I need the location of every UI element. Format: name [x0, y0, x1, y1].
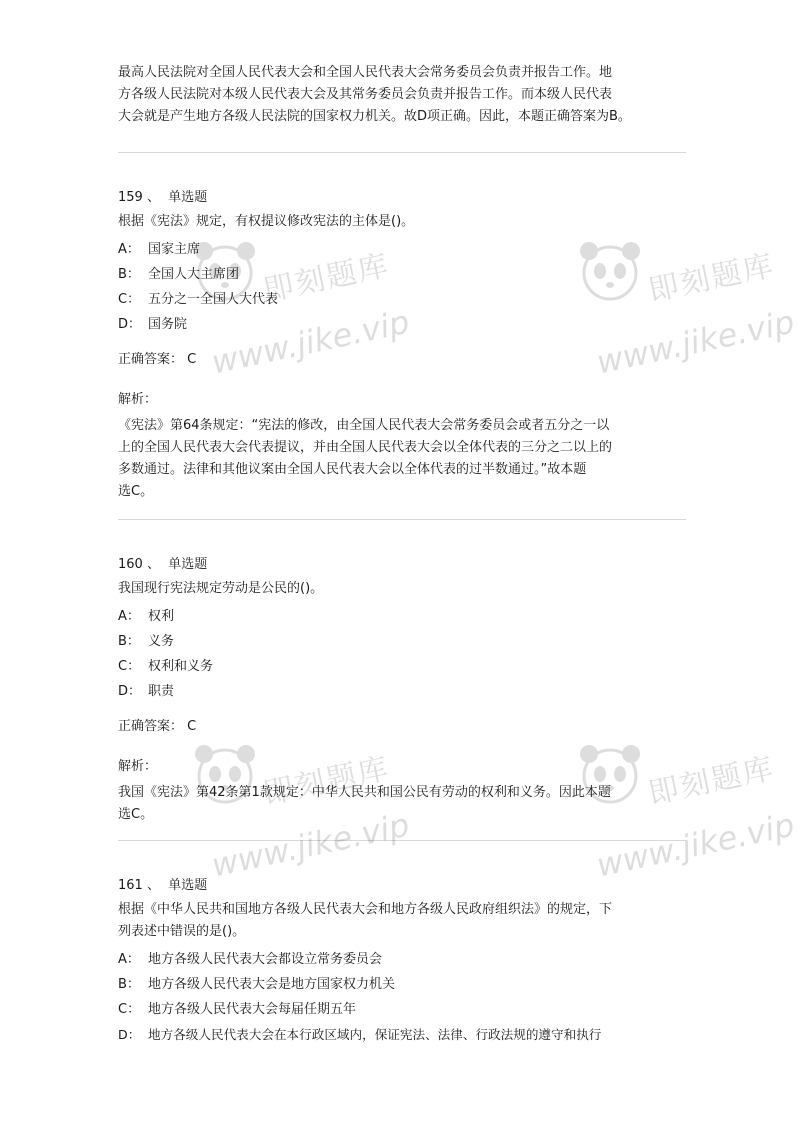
option-b: B： 地方各级人民代表大会是地方国家权力机关: [118, 977, 396, 992]
intro-line: 最高人民法院对全国人民代表大会和全国人民代表大会常务委员会负责并报告工作。地: [118, 65, 613, 80]
question-160: [118, 554, 686, 826]
explanation: 《宪法》第64条规定：“宪法的修改，由全国人民代表大会常务委员会或者五分之一以 上的全国人民代表大会代表提议，并由全国人民代表大会以全体代表的三分之二以上的 多数通过。法律和其他议案由全国人民代表大会以全体代表的过半数通过。”故本题 选C。: [118, 418, 613, 499]
intro-line: 大会就是产生地方各级人民法院的国家权力机关。故D项正确。因此，本题正确答案为B。: [118, 109, 631, 124]
option-a: A： 权利: [118, 609, 175, 624]
option-text: 权利和义务: [148, 659, 214, 674]
option-c: C： 地方各级人民代表大会每届任期五年: [118, 1002, 357, 1017]
watermark-brand: 即刻题库: [645, 247, 778, 309]
option-b: B： 全国人大主席团: [118, 267, 240, 282]
option-text: 义务: [148, 634, 175, 649]
option-a: A： 国家主席: [118, 242, 201, 257]
option-d: D： 职责: [118, 684, 175, 699]
option-c: C： 权利和义务: [118, 659, 214, 674]
option-text: 国家主席: [148, 242, 201, 257]
option-text: 地方各级人民代表大会在本行政区域内，保证宪法、法律、行政法规的遵守和执行: [148, 1027, 602, 1042]
explanation-label: 解析：: [118, 392, 158, 407]
section-divider: [118, 519, 686, 520]
option-b: B： 义务: [118, 634, 175, 649]
question-text: 我国现行宪法规定劳动是公民的()。: [118, 581, 324, 596]
option-text: 全国人大主席团: [148, 267, 240, 282]
explanation: 我国《宪法》第42条第1款规定：中华人民共和国公民有劳动的权利和义务。因此本题 选C。: [118, 785, 611, 822]
option-text: 国务院: [148, 317, 188, 332]
watermark-url: www.jike.vip: [208, 302, 413, 382]
option-list: [118, 237, 686, 337]
question-header: [118, 875, 686, 897]
option-d: D： 国务院: [118, 317, 188, 332]
option-text: 职责: [148, 684, 175, 699]
answer-value: C: [187, 719, 197, 734]
question-header: [118, 187, 686, 209]
question-number: 160 、: [118, 557, 160, 572]
question-type: 单选题: [168, 878, 208, 893]
explanation-label: 解析：: [118, 759, 158, 774]
watermark-url: www.jike.vip: [593, 805, 798, 885]
watermark-brand: 即刻题库: [260, 750, 393, 812]
option-a: A： 地方各级人民代表大会都设立常务委员会: [118, 952, 383, 967]
option-text: 地方各级人民代表大会每届任期五年: [148, 1002, 357, 1017]
intro-line: 方各级人民法院对本级人民代表大会及其常务委员会负责并报告工作。而本级人民代表: [118, 87, 613, 102]
option-list: [118, 604, 686, 704]
section-divider: [118, 840, 686, 841]
document-page: [118, 62, 686, 1047]
question-header: [118, 554, 686, 576]
option-text: 五分之一全国人大代表: [148, 292, 279, 307]
question-text: 根据《宪法》规定，有权提议修改宪法的主体是()。: [118, 214, 415, 229]
option-c: C： 五分之一全国人大代表: [118, 292, 279, 307]
question-number: 159 、: [118, 190, 160, 205]
question-161: [118, 875, 686, 1047]
option-text: 地方各级人民代表大会是地方国家权力机关: [148, 977, 396, 992]
correct-answer: 正确答案： C: [118, 352, 197, 367]
watermark-brand: 即刻题库: [645, 750, 778, 812]
correct-answer: 正确答案： C: [118, 719, 197, 734]
option-text: 权利: [148, 609, 175, 624]
question-number: 161 、: [118, 878, 160, 893]
option-d: D： 地方各级人民代表大会在本行政区域内，保证宪法、法律、行政法规的遵守和执行: [118, 1027, 602, 1042]
question-159: [118, 187, 686, 503]
question-type: 单选题: [168, 557, 208, 572]
intro-paragraph: [118, 62, 686, 128]
option-list: [118, 947, 686, 1047]
question-type: 单选题: [168, 190, 208, 205]
watermark-brand: 即刻题库: [260, 247, 393, 309]
answer-value: C: [187, 352, 197, 367]
option-text: 地方各级人民代表大会都设立常务委员会: [148, 952, 383, 967]
section-divider: [118, 152, 686, 153]
watermark-url: www.jike.vip: [208, 805, 413, 885]
watermark-url: www.jike.vip: [593, 302, 798, 382]
question-text: 根据《中华人民共和国地方各级人民代表大会和地方各级人民政府组织法》的规定，下 列表述中错误的是()。: [118, 902, 613, 939]
